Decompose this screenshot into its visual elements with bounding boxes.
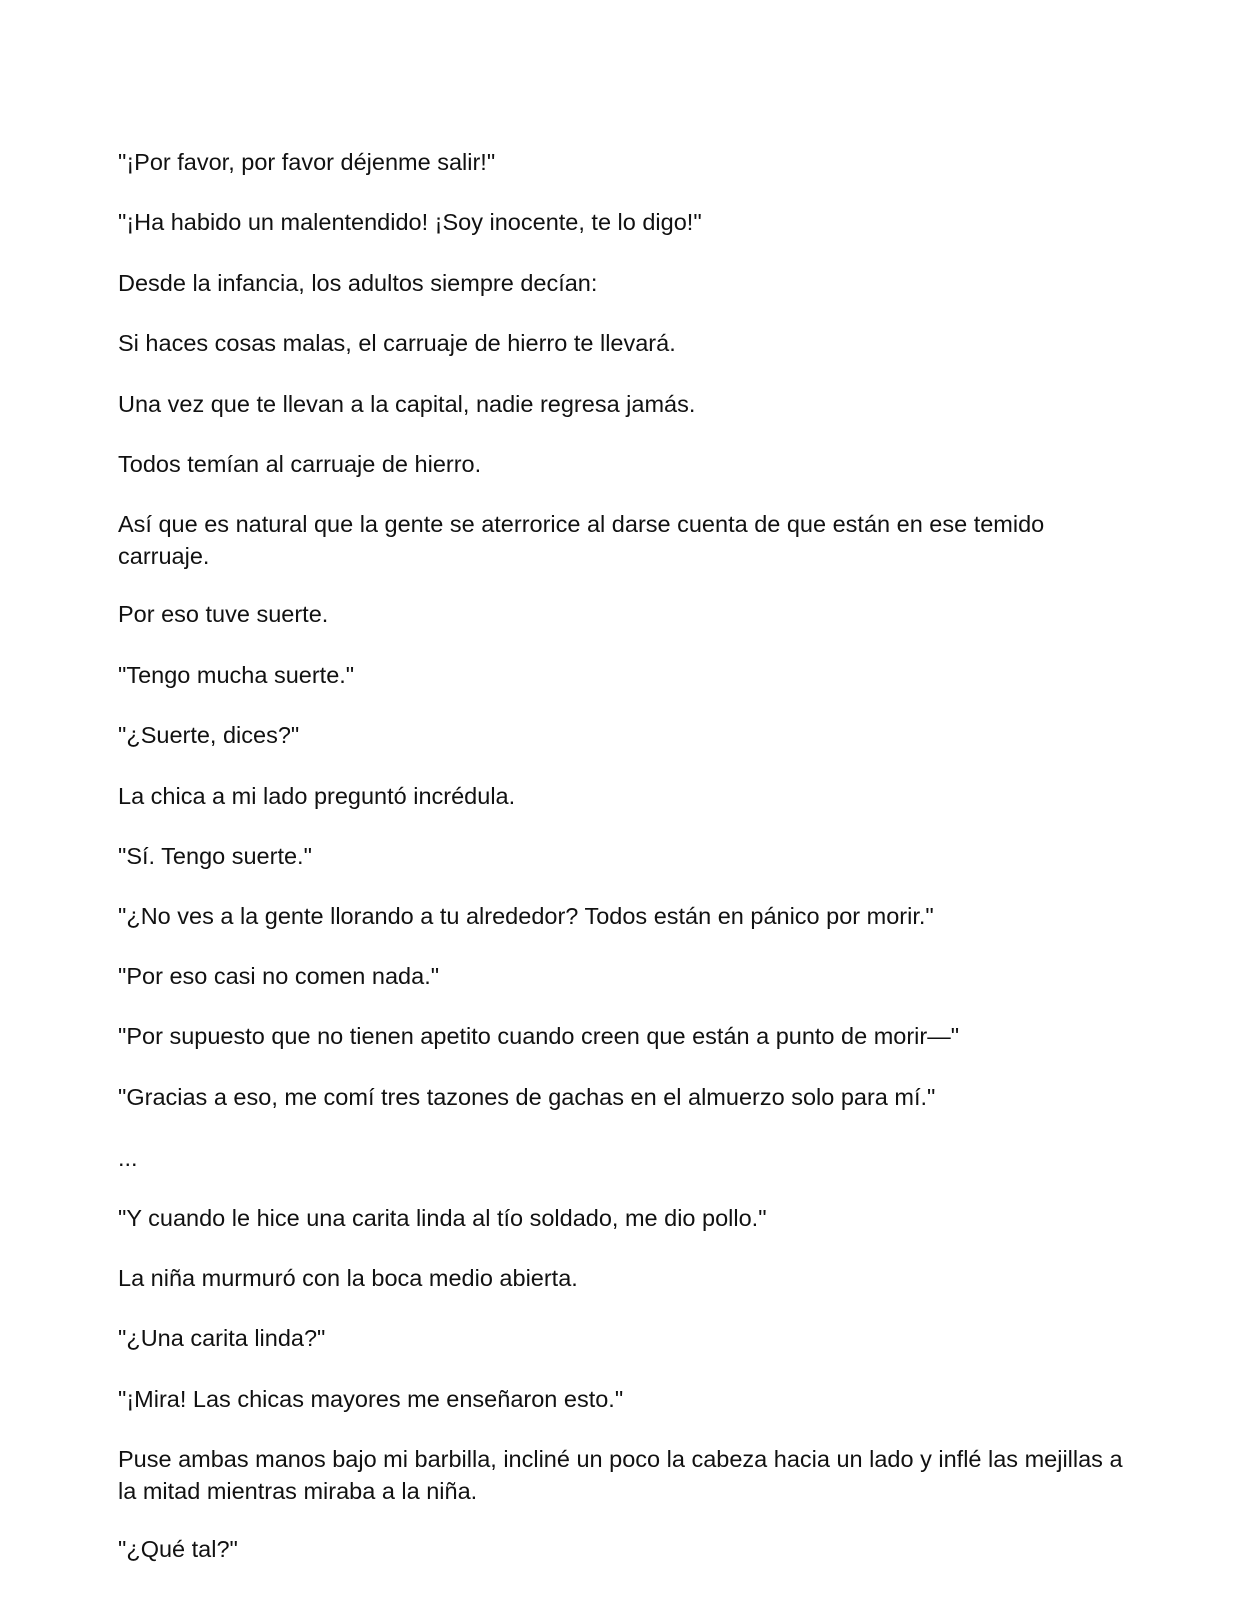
paragraph: La niña murmuró con la boca medio abierta.	[118, 1265, 578, 1291]
paragraph: Así que es natural que la gente se aterrorice al darse cuenta de que están en ese temido carruaje.	[118, 511, 1045, 569]
paragraph: "¿Suerte, dices?"	[118, 722, 300, 748]
paragraph: "Sí. Tengo suerte."	[118, 843, 312, 869]
paragraph: "Tengo mucha suerte."	[118, 662, 355, 688]
paragraph: "¡Ha habido un malentendido! ¡Soy inocente, te lo digo!"	[118, 209, 702, 235]
paragraph: "Y cuando le hice una carita linda al tío soldado, me dio pollo."	[118, 1205, 767, 1231]
paragraph: Todos temían al carruaje de hierro.	[118, 451, 482, 477]
paragraph: Puse ambas manos bajo mi barbilla, incliné un poco la cabeza hacia un lado y inflé las mejillas a la mitad mientras miraba a la niña.	[118, 1446, 1123, 1504]
paragraph: "¿Qué tal?"	[118, 1536, 238, 1562]
paragraph: "¿No ves a la gente llorando a tu alrededor? Todos están en pánico por morir."	[118, 903, 934, 929]
paragraph: "Gracias a eso, me comí tres tazones de gachas en el almuerzo solo para mí."	[118, 1084, 936, 1110]
paragraph: La chica a mi lado preguntó incrédula.	[118, 783, 516, 809]
paragraph: Si haces cosas malas, el carruaje de hierro te llevará.	[118, 330, 676, 356]
paragraph: "Por eso casi no comen nada."	[118, 963, 440, 989]
paragraph: "¡Mira! Las chicas mayores me enseñaron esto."	[118, 1386, 624, 1412]
paragraph: ...	[118, 1145, 138, 1171]
paragraph: Una vez que te llevan a la capital, nadie regresa jamás.	[118, 391, 696, 417]
paragraph: "¿Una carita linda?"	[118, 1325, 326, 1351]
paragraph: "Por supuesto que no tienen apetito cuando creen que están a punto de morir—"	[118, 1023, 960, 1049]
paragraph: Por eso tuve suerte.	[118, 601, 329, 627]
paragraph: Desde la infancia, los adultos siempre decían:	[118, 270, 598, 296]
paragraph: "¡Por favor, por favor déjenme salir!"	[118, 149, 496, 175]
